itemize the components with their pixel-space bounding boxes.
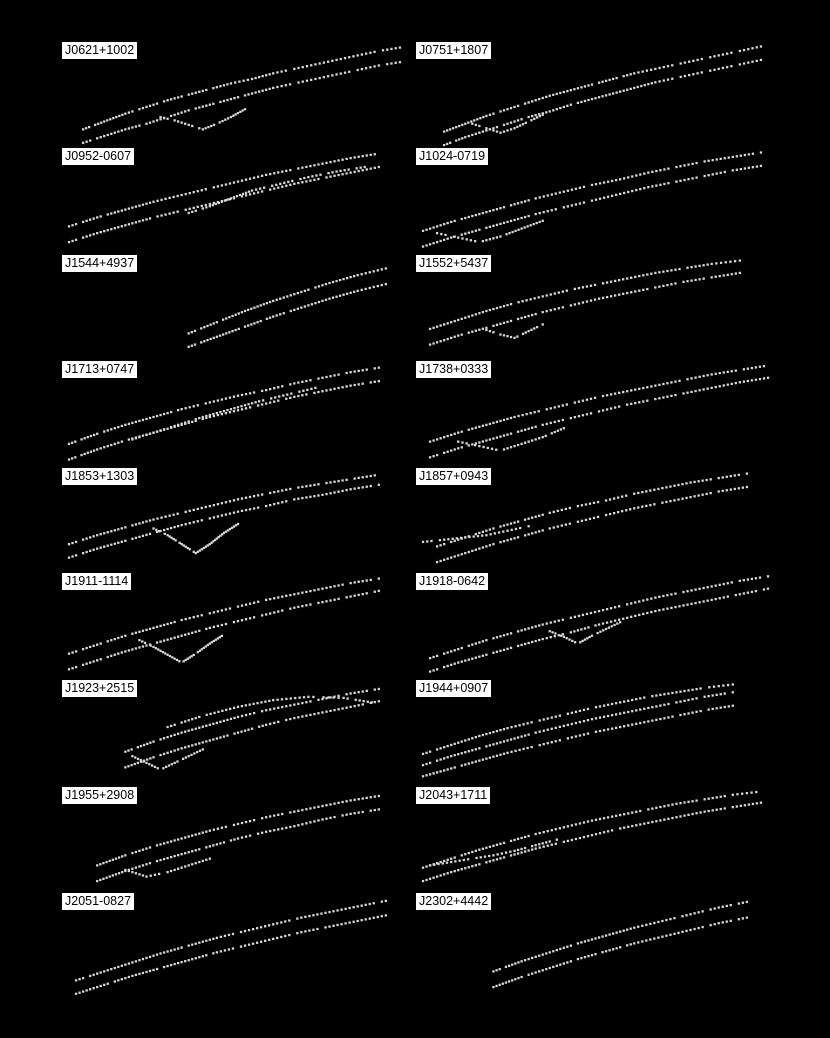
- series-track-lower: [124, 700, 380, 768]
- series-track-branch: [131, 387, 316, 441]
- panel-label: J1944+0907: [416, 680, 491, 697]
- panel-j1544+4937: [62, 255, 414, 367]
- panel-label: J1923+2515: [62, 680, 137, 697]
- series-track-lower: [436, 486, 748, 563]
- series-track-upper: [82, 46, 401, 130]
- series-track-lower: [75, 914, 387, 995]
- series-track-upper: [492, 901, 748, 973]
- panel-j1911-1114: [62, 573, 414, 685]
- series-track-dip: [152, 523, 239, 554]
- series-track-lower: [443, 59, 762, 146]
- panel-j1713+0747: [62, 361, 414, 473]
- series-track-lower: [429, 588, 769, 673]
- panel-label: J2051-0827: [62, 893, 134, 910]
- panel-j1944+0907: [416, 680, 768, 792]
- series-track-lower: [188, 283, 387, 348]
- series-track-lower: [429, 272, 741, 346]
- series-track-lower: [96, 808, 380, 882]
- panel-j1738+0333: [416, 361, 768, 473]
- panel-j1923+2515: [62, 680, 414, 792]
- panel-label: J1738+0333: [416, 361, 491, 378]
- panel-j0751+1807: [416, 42, 768, 154]
- series-track-dip: [138, 635, 223, 663]
- panel-label: J2043+1711: [416, 787, 490, 804]
- panel-label: J0952-0607: [62, 148, 134, 165]
- panel-j1024-0719: [416, 148, 768, 260]
- series-track-dip: [159, 108, 246, 130]
- series-track-lower: [82, 61, 401, 144]
- series-track-lower: [422, 705, 734, 778]
- panel-label: J1024-0719: [416, 148, 488, 165]
- panel-label: J1955+2908: [62, 787, 137, 804]
- series-track-upper: [188, 267, 387, 334]
- panel-label: J1911-1114: [62, 573, 131, 590]
- series-track-lower: [422, 165, 762, 248]
- panel-label: J1857+0943: [416, 468, 491, 485]
- series-track-lower: [422, 802, 762, 883]
- series-track-upper: [124, 688, 380, 753]
- panel-j1853+1303: [62, 468, 414, 580]
- panel-j2051-0827: [62, 893, 414, 1005]
- panel-label: J2302+4442: [416, 893, 491, 910]
- series-track-upper: [96, 795, 380, 867]
- series-track-lower: [68, 484, 380, 559]
- panel-label: J1713+0747: [62, 361, 137, 378]
- panel-label: J0621+1002: [62, 42, 137, 59]
- panel-label: J1918-0642: [416, 573, 488, 590]
- panel-label: J1544+4937: [62, 255, 137, 272]
- series-track-dip: [124, 858, 211, 878]
- panel-j1857+0943: [416, 468, 768, 580]
- panel-label: J1853+1303: [62, 468, 137, 485]
- panel-j2302+4442: [416, 893, 768, 1005]
- series-track-branch: [429, 838, 558, 866]
- panel-j2043+1711: [416, 787, 768, 899]
- series-track-lower: [492, 916, 748, 988]
- series-track-dip: [549, 621, 622, 643]
- series-track-lower: [68, 166, 380, 243]
- series-track-dip: [457, 427, 565, 451]
- panel-label: J1552+5437: [416, 255, 491, 272]
- panel-j0952-0607: [62, 148, 414, 260]
- series-track-mid: [422, 691, 734, 766]
- series-track-lower: [68, 590, 380, 671]
- panel-j0621+1002: [62, 42, 414, 154]
- panel-j1918-0642: [416, 573, 768, 685]
- series-track-upper: [75, 900, 387, 982]
- panel-j1955+2908: [62, 787, 414, 899]
- series-track-dip: [131, 748, 204, 769]
- panel-j1552+5437: [416, 255, 768, 367]
- series-track-upper: [68, 367, 380, 445]
- series-track-branch: [188, 166, 366, 214]
- series-track-lower: [68, 380, 380, 461]
- panel-label: J0751+1807: [416, 42, 491, 59]
